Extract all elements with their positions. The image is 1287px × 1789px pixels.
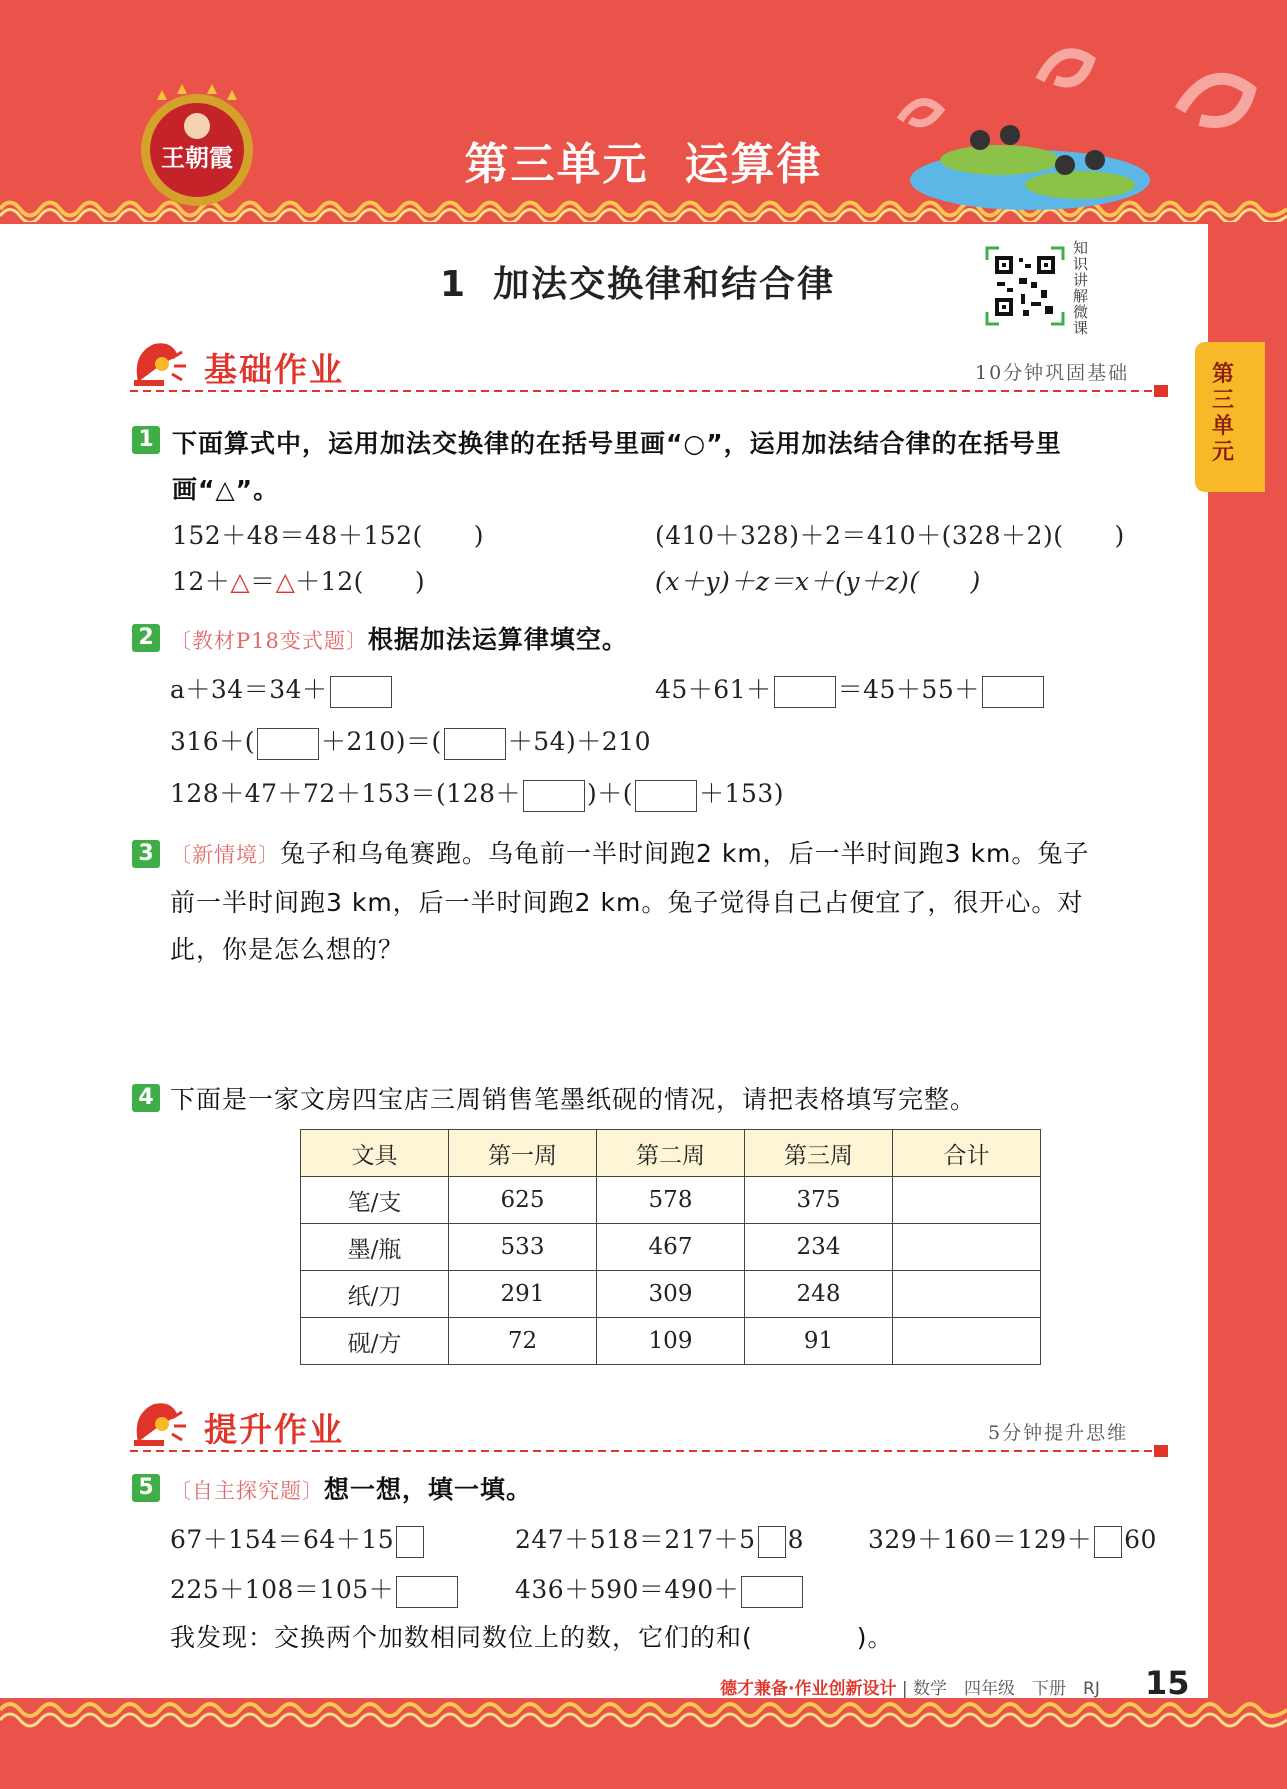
answer-box[interactable] <box>444 728 506 760</box>
q1-expression-4: (x＋y)＋z＝x＋(y＋z)( ) <box>655 567 981 596</box>
table-row <box>301 1224 1041 1271</box>
q2-c-text-1: 316＋( <box>170 727 255 756</box>
q2-b-text-2: ＝45＋55＋ <box>837 675 980 704</box>
table-total-cell[interactable] <box>893 1177 1041 1224</box>
question-number-4: 4 <box>132 1084 160 1112</box>
q5-e4-text: 225＋108＝105＋ <box>170 1575 395 1604</box>
footer-brand: 德才兼备·作业创新设计 <box>720 1679 897 1699</box>
section-divider-advanced <box>130 1444 1170 1458</box>
q4-instruction: 下面是一家文房四宝店三周销售笔墨纸砚的情况，请把表格填写完整。 <box>170 1085 977 1114</box>
table-header-cell: 第二周 <box>597 1130 745 1177</box>
q5-e2-text-b: 8 <box>787 1525 804 1554</box>
table-header-row <box>301 1130 1041 1177</box>
sales-table <box>300 1129 1041 1365</box>
question-number-5: 5 <box>132 1474 160 1502</box>
table-cell: 291 <box>449 1271 597 1318</box>
table-row <box>301 1177 1041 1224</box>
table-header-cell: 合计 <box>893 1130 1041 1177</box>
q2-a-text: a＋34＝34＋ <box>170 675 328 704</box>
footer <box>720 1674 1100 1699</box>
q5-expression-4 <box>170 1570 460 1608</box>
q2-b-text-1: 45＋61＋ <box>655 675 772 704</box>
table-cell: 578 <box>597 1177 745 1224</box>
table-cell: 375 <box>745 1177 893 1224</box>
answer-box[interactable] <box>523 780 585 812</box>
section-divider-basic <box>130 384 1170 398</box>
table-total-cell[interactable] <box>893 1271 1041 1318</box>
table-header-cell: 第三周 <box>745 1130 893 1177</box>
q1-expression-2: (410＋328)＋2＝410＋(328＋2)( ) <box>655 521 1125 550</box>
answer-box[interactable] <box>1094 1526 1122 1558</box>
q5-e5-text: 436＋590＝490＋ <box>515 1575 740 1604</box>
unit-side-tab-label: 第三单元 <box>1211 362 1234 465</box>
q3-text-line3: 此，你是怎么想的？ <box>170 935 405 964</box>
table-cell: 纸/刀 <box>301 1271 449 1318</box>
question-number-2: 2 <box>132 624 160 652</box>
table-total-cell[interactable] <box>893 1224 1041 1271</box>
table-row <box>301 1271 1041 1318</box>
table-cell: 砚/方 <box>301 1318 449 1365</box>
triangle-symbol: △ <box>275 567 296 596</box>
table-total-cell[interactable] <box>893 1318 1041 1365</box>
table-header-cell: 第一周 <box>449 1130 597 1177</box>
answer-box[interactable] <box>396 1576 458 1608</box>
q5-expression-1 <box>170 1520 426 1558</box>
q2-blank-line-4 <box>170 774 784 812</box>
question-number-1: 1 <box>132 426 160 454</box>
q5-text: 想一想，填一填。 <box>324 1475 533 1504</box>
q5-expression-5 <box>515 1570 805 1608</box>
answer-box[interactable] <box>758 1526 786 1558</box>
q2-d-text-2: )＋( <box>587 779 634 808</box>
section-title-basic: 基础作业 <box>204 350 344 389</box>
table-cell: 533 <box>449 1224 597 1271</box>
q1-expression-1: 152＋48＝48＋152( ) <box>172 521 485 550</box>
page-number: 15 <box>1145 1664 1190 1702</box>
answer-box[interactable] <box>257 728 319 760</box>
footer-info: 数学 四年级 下册 RJ <box>913 1679 1100 1699</box>
table-cell: 309 <box>597 1271 745 1318</box>
wave-border-bottom <box>0 1698 1287 1738</box>
logo-text: 王朝霞 <box>161 143 233 172</box>
answer-box[interactable] <box>635 780 697 812</box>
q1-e3-part-a: 12＋ <box>172 567 231 596</box>
q3-text-line1: 兔子和乌龟赛跑。乌龟前一半时间跑2 km，后一半时间跑3 km。兔子 <box>280 839 1090 868</box>
answer-box[interactable] <box>982 676 1044 708</box>
lesson-name: 加法交换律和结合律 <box>493 264 836 305</box>
q2-d-text-1: 128＋47＋72＋153＝(128＋ <box>170 779 522 808</box>
footer-separator: | <box>901 1679 908 1699</box>
unit-title-number: 第三单元 <box>464 139 649 190</box>
q2-blank-line-3 <box>170 722 651 760</box>
qr-label: 知识讲解微课 <box>1073 239 1089 337</box>
q1-e3-part-b: ＝ <box>250 567 276 596</box>
table-cell: 墨/瓶 <box>301 1224 449 1271</box>
q5-expression-2 <box>515 1520 804 1558</box>
lesson-number: 1 <box>440 264 468 305</box>
answer-box[interactable] <box>396 1526 424 1558</box>
q5-e1-text: 67＋154＝64＋15 <box>170 1525 395 1554</box>
answer-box[interactable] <box>330 676 392 708</box>
table-header-cell: 文具 <box>301 1130 449 1177</box>
table-cell: 467 <box>597 1224 745 1271</box>
triangle-symbol: △ <box>230 567 251 596</box>
table-cell: 72 <box>449 1318 597 1365</box>
answer-box[interactable] <box>774 676 836 708</box>
q2-c-text-2: ＋210)＝( <box>320 727 442 756</box>
lesson-title <box>440 256 835 307</box>
q1-instruction-line1: 下面算式中，运用加法交换律的在括号里画“○”，运用加法结合律的在括号里 <box>172 429 1062 458</box>
table-cell: 625 <box>449 1177 597 1224</box>
unit-title-topic: 运算律 <box>684 139 823 190</box>
table-cell: 109 <box>597 1318 745 1365</box>
table-cell: 91 <box>745 1318 893 1365</box>
q2-blank-line-1 <box>170 670 394 708</box>
table-cell: 234 <box>745 1224 893 1271</box>
qr-code[interactable] <box>985 246 1065 326</box>
section-subtitle-advanced: 5分钟提升思维 <box>988 1422 1129 1444</box>
q2-text: 根据加法运算律填空。 <box>367 625 628 654</box>
q3-text-line2: 前一半时间跑3 km，后一半时间跑2 km。兔子觉得自己占便宜了，很开心。对 <box>170 888 1084 917</box>
q5-e3-text-a: 329＋160＝129＋ <box>868 1525 1093 1554</box>
q2-c-text-3: ＋54)＋210 <box>507 727 652 756</box>
q1-instruction-line2: 画“△”。 <box>172 475 280 504</box>
section-subtitle-basic: 10分钟巩固基础 <box>975 362 1130 384</box>
q3-tag: 〔新情境〕 <box>170 843 280 867</box>
q2-d-text-3: ＋153) <box>699 779 785 808</box>
q5-conclusion: 我发现：交换两个加数相同数位上的数，它们的和( )。 <box>170 1623 894 1652</box>
q5-tag: 〔自主探究题〕 <box>170 1479 324 1503</box>
answer-box[interactable] <box>741 1576 803 1608</box>
table-cell: 248 <box>745 1271 893 1318</box>
ants-boat-illustration <box>880 20 1270 220</box>
table-cell: 笔/支 <box>301 1177 449 1224</box>
q2-tag: 〔教材P18变式题〕 <box>170 629 368 653</box>
q2-instruction <box>170 620 628 656</box>
q3-body <box>170 830 1180 973</box>
q5-expression-3 <box>868 1520 1157 1558</box>
q2-blank-line-2 <box>655 670 1046 708</box>
question-number-3: 3 <box>132 840 160 868</box>
table-row <box>301 1318 1041 1365</box>
q5-instruction <box>170 1470 532 1506</box>
q1-expression-3 <box>172 562 425 598</box>
q5-e2-text-a: 247＋518＝217＋5 <box>515 1525 756 1554</box>
q5-e3-text-b: 60 <box>1124 1525 1157 1554</box>
q1-e3-part-c: ＋12( ) <box>295 567 426 596</box>
section-title-advanced: 提升作业 <box>204 1410 344 1449</box>
